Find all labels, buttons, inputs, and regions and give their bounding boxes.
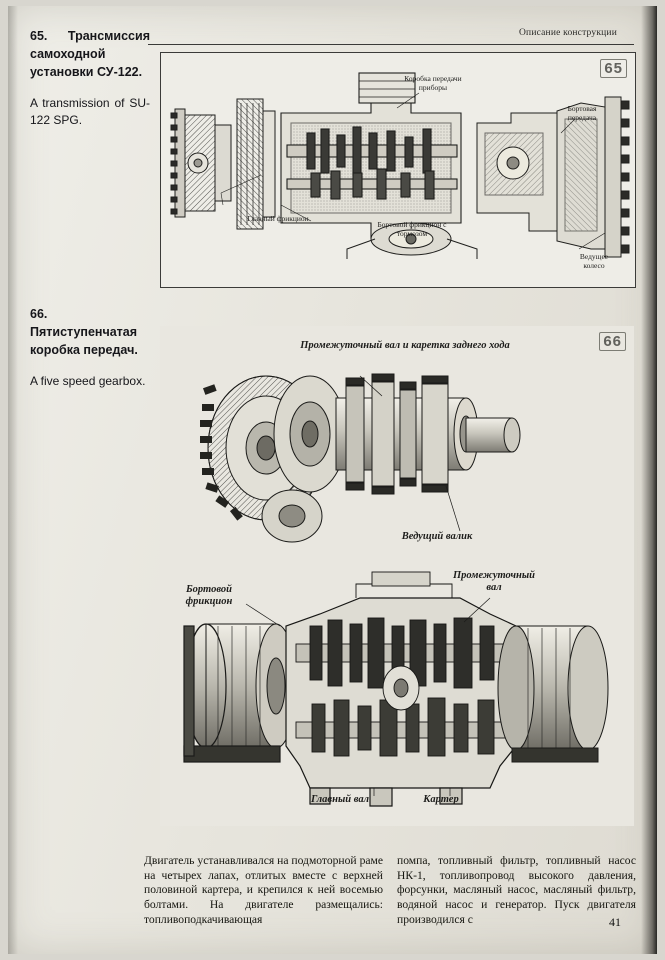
page-shadow-left	[8, 6, 18, 954]
figure-66-label-top-0: Промежуточный вал и каретка заднего хода	[300, 340, 510, 351]
figure-66-number: 66	[599, 332, 626, 351]
body-column-left: Двигатель устанавливался на подмоторной раме на четырех лапах, отлитых вместе с верхней половиной картера, и крепился к ней восемью болтами. На двигателе размещались: топливоподкачивающая	[144, 854, 383, 926]
figure-65-label-4: Ведущее колесо	[579, 252, 609, 270]
header-rule	[148, 44, 634, 45]
figure-65-label-3: Бортовой фрикцион с тормозом	[377, 220, 447, 238]
caption-block-65	[30, 28, 150, 129]
caption-66-ru: 66. Пятиступенчатая коробка передач.	[30, 307, 138, 357]
running-head: Описание конструкции	[518, 28, 617, 38]
figure-65-label-1: Бортовая передача	[567, 104, 597, 122]
figure-66-label-bottom-2: Главный вал	[311, 794, 369, 805]
page-number: 41	[609, 915, 621, 929]
caption-65-en: A transmission of SU-122 SPG.	[30, 96, 150, 128]
page-shadow-right	[641, 6, 657, 954]
caption-66-en: A five speed gearbox.	[30, 374, 146, 389]
figure-65-number: 65	[600, 59, 627, 78]
figure-65-label-2: Главный фрикцион	[247, 214, 309, 223]
caption-block-66	[30, 306, 150, 390]
paper-sheet	[8, 6, 657, 954]
figure-66	[160, 326, 634, 826]
figure-66-drawing	[160, 326, 634, 826]
figure-66-label-bottom-1: Промежуточный вал	[453, 570, 535, 594]
body-column-right: помпа, топливный фильтр, топливный насос НК-1, топливопровод высокого давления, форсунки, масляный насос, масляный фильтр, водяной насос и генератор. Пуск двигателя производился с	[397, 854, 636, 926]
caption-65-ru: 65. Трансмиссия самоходной установки СУ-122.	[30, 29, 150, 79]
body-text	[144, 854, 636, 928]
figure-66-label-top-1: Ведущий валик	[401, 531, 473, 542]
figure-65-label-0: Коробка передачи приборы	[404, 74, 462, 92]
figure-66-label-bottom-0: Бортовой фрикцион	[185, 584, 233, 608]
figure-65	[160, 52, 636, 288]
figure-66-label-bottom-3: Картер	[423, 794, 459, 805]
